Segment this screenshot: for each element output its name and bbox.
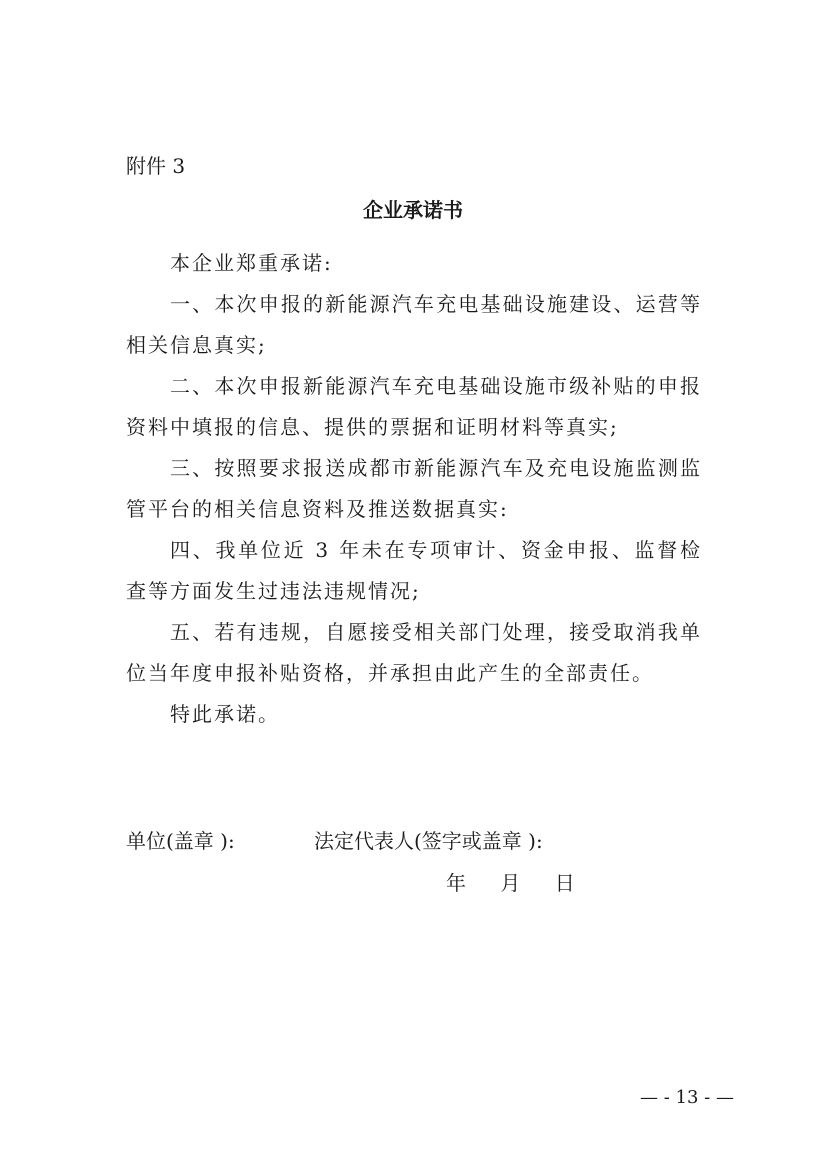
legal-representative-label: 法定代表人(签字或盖章 ): [314,829,543,853]
page-number: — - 13 - — [640,1087,734,1108]
paragraph-item-4: 四、我单位近 3 年未在专项审计、资金申报、监督检查等方面发生过违法违规情况; [126,538,702,603]
commitment-body [126,243,702,735]
document-title: 企业承诺书 [363,198,463,222]
paragraph-intro: 本企业郑重承诺: [170,251,333,275]
paragraph-item-5: 五、若有违规，自愿接受相关部门处理，接受取消我单位当年度申报补贴资格，并承担由此产生的全部责任。 [126,620,702,685]
unit-seal-label: 单位(盖章 ): [126,829,235,853]
paragraph-item-3: 三、按照要求报送成都市新能源汽车及充电设施监测监管平台的相关信息资料及推送数据真实: [126,456,702,521]
paragraph-closing: 特此承诺。 [170,702,280,726]
date-label: 年 月 日 [446,871,589,895]
paragraph-item-2: 二、本次申报新能源汽车充电基础设施市级补贴的申报资料中填报的信息、提供的票据和证明材料等真实; [126,374,702,439]
paragraph-item-1: 一、本次申报的新能源汽车充电基础设施建设、运营等相关信息真实; [126,292,702,357]
attachment-label: 附件 3 [126,154,186,178]
